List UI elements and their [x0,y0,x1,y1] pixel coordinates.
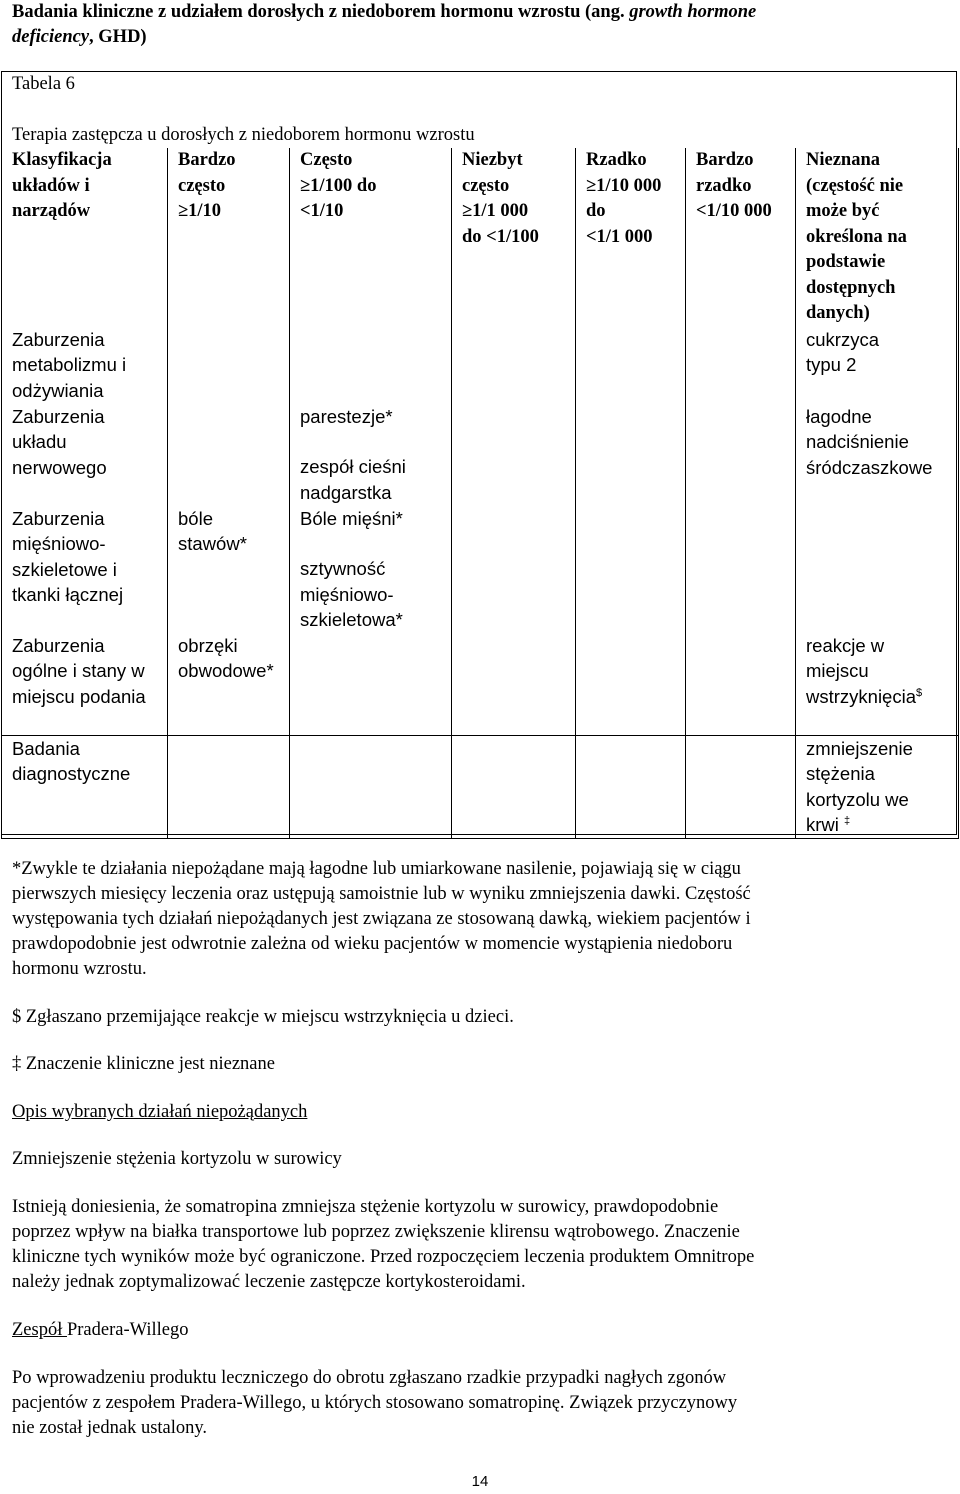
table-row [2,327,959,404]
cell-unknown-general: reakcje w miejscu wstrzyknięcia$ [796,633,959,736]
header-very-common: Bardzo często ≥1/10 [168,148,290,327]
adverse-reactions-table [1,148,959,839]
table-title: Terapia zastępcza u dorosłych z niedoborem hormonu wzrostu [12,125,475,145]
row-class-musculoskeletal: Zaburzenia mięśniowo- szkieletowe i tkanki łącznej [2,506,168,633]
cell-common-musculoskeletal: Bóle mięśni* sztywność mięśniowo- szkieletowa* [290,506,452,633]
footnote-dollar: $ Zgłaszano przemijające reakcje w miejscu wstrzyknięcia u dzieci. [12,1007,514,1027]
selected-reactions-heading: Opis wybranych działań niepożądanych [12,1102,308,1122]
page-number: 14 [471,1473,489,1490]
cell-common-nervous: parestezje* zespół cieśni nadgarstka [290,404,452,506]
row-class-nervous: Zaburzenia układu nerwowego [2,404,168,506]
cortisol-paragraph: Istnieją doniesienia, że somatropina zmniejsza stężenie kortyzolu w surowicy, prawdopodobnie poprzez wpływ na białka transportowe lub poprzez zwiększenie klirensu wątrobowego. Znaczenie kliniczne tych wyników może być ograniczone. Przed rozpoczęciem leczenia produktem Omnitrope należy jednak zoptymalizować leczenie zastępcze kortykosteroidami. [12,1197,755,1292]
row-class-general: Zaburzenia ogólne i stany w miejscu podania [2,633,168,736]
header-rare: Rzadko ≥1/10 000 do <1/1 000 [576,148,686,327]
row-class-metabolism: Zaburzenia metabolizmu i odżywiania [2,327,168,404]
table-row [2,633,959,736]
prader-willi-heading: Zespół Pradera-Willego [12,1320,189,1340]
table-label: Tabela 6 [12,74,75,94]
cell-unknown-nervous: łagodne nadciśnienie śródczaszkowe [796,404,959,506]
table-header-row [2,148,959,327]
header-class: Klasyfikacja układów i narządów [2,148,168,327]
row-class-diagnostics: Badania diagnostyczne [2,735,168,838]
table-row [2,735,959,838]
prader-willi-paragraph: Po wprowadzeniu produktu leczniczego do obrotu zgłaszano rzadkie przypadki nagłych zgonów pacjentów z zespołem Pradera-Willego, u których stosowano somatropinę. Związek przyczynowy nie został jednak ustalony. [12,1368,738,1438]
heading-line2-suffix: , GHD) [89,27,147,47]
table-row [2,404,959,506]
heading-line1-prefix: Badania kliniczne z udziałem dorosłych z niedoborem hormonu wzrostu (ang. [12,2,630,22]
table-row [2,506,959,633]
header-very-rare: Bardzo rzadko <1/10 000 [686,148,796,327]
section-heading [12,0,942,50]
cell-unknown-diagnostics: zmniejszenie stężenia kortyzolu we krwi ‡ [796,735,959,838]
cell-very-common-general: obrzęki obwodowe* [168,633,290,736]
cell-very-common-musculoskeletal: bóle stawów* [168,506,290,633]
header-unknown: Nieznana (częstość nie może być określona na podstawie dostępnych danych) [796,148,959,327]
heading-line1-italic: growth hormone [629,2,757,22]
cortisol-heading: Zmniejszenie stężenia kortyzolu w surowicy [12,1149,342,1169]
footnote-star: *Zwykle te działania niepożądane mają łagodne lub umiarkowane nasilenie, pojawiają się w ciągu pierwszych miesięcy leczenia oraz ustępują samoistnie lub w wyniku zmniejszenia dawki. Częstość występowania tych działań niepożądanych jest związana ze stosowaną dawką, wiekiem pacjentów i prawdopodobnie jest odwrotnie zależna od wieku pacjentów w momencie wystąpienia niedoboru hormonu wzrostu. [12,859,751,979]
dagger-mark: ‡ [844,814,851,827]
dollar-mark: $ [916,686,923,699]
heading-line2-italic: deficiency [12,27,90,47]
cell-unknown-metabolism: cukrzyca typu 2 [796,327,959,404]
header-uncommon: Niezbyt często ≥1/1 000 do <1/100 [452,148,576,327]
header-common: Często ≥1/100 do <1/10 [290,148,452,327]
footnote-dagger: ‡ Znaczenie kliniczne jest nieznane [12,1054,275,1074]
